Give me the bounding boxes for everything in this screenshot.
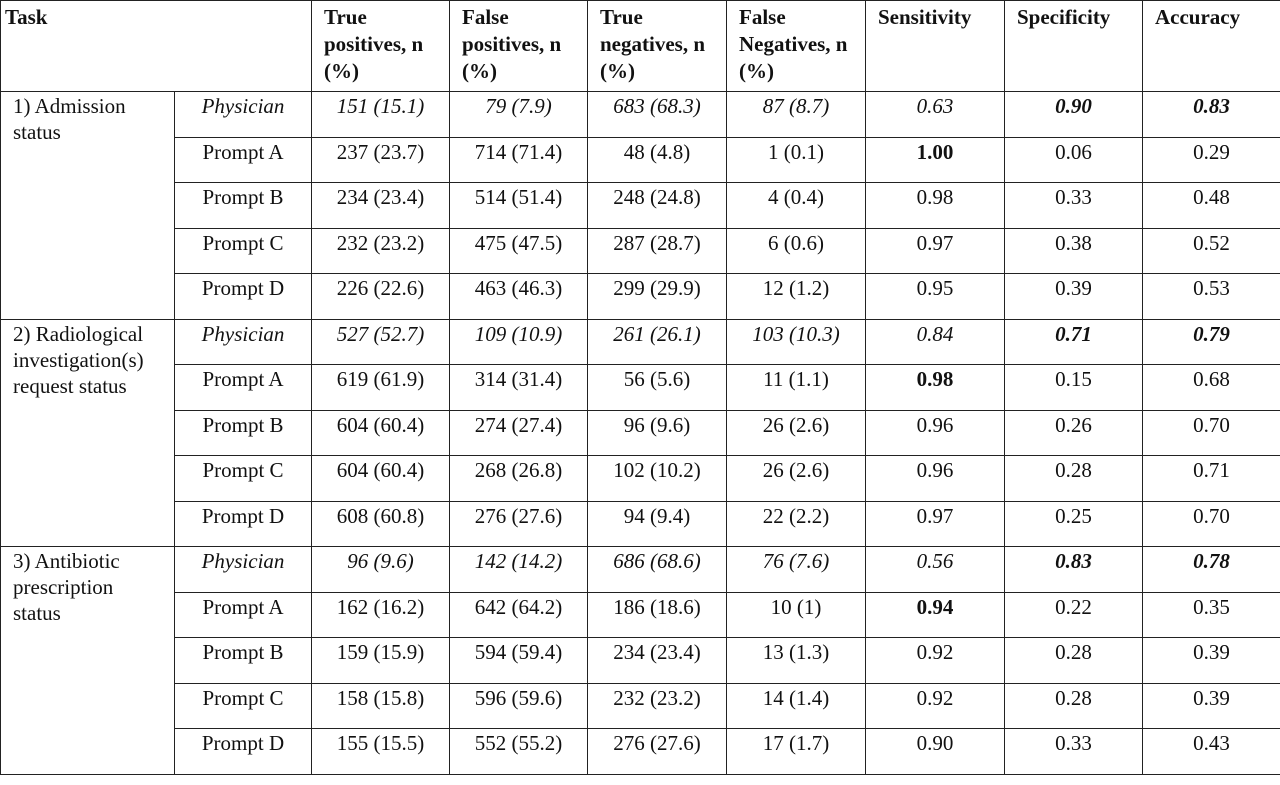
sensitivity-cell: 0.84 bbox=[866, 319, 1005, 365]
specificity-cell: 0.33 bbox=[1005, 729, 1143, 775]
fn-cell: 22 (2.2) bbox=[727, 501, 866, 547]
method-cell: Prompt C bbox=[175, 456, 312, 502]
header-row bbox=[1, 1, 1280, 92]
sensitivity-cell: 0.98 bbox=[866, 365, 1005, 411]
table-row bbox=[1, 456, 1280, 502]
method-cell: Physician bbox=[175, 92, 312, 138]
fn-cell: 103 (10.3) bbox=[727, 319, 866, 365]
sensitivity-cell: 0.95 bbox=[866, 274, 1005, 320]
fn-cell: 6 (0.6) bbox=[727, 228, 866, 274]
table-row bbox=[1, 638, 1280, 684]
fn-cell: 17 (1.7) bbox=[727, 729, 866, 775]
specificity-cell: 0.28 bbox=[1005, 638, 1143, 684]
specificity-cell: 0.15 bbox=[1005, 365, 1143, 411]
sensitivity-cell: 0.63 bbox=[866, 92, 1005, 138]
specificity-cell: 0.39 bbox=[1005, 274, 1143, 320]
accuracy-cell: 0.68 bbox=[1143, 365, 1280, 411]
specificity-cell: 0.28 bbox=[1005, 456, 1143, 502]
header-false-negatives: False Negatives, n (%) bbox=[727, 1, 866, 92]
table-row bbox=[1, 410, 1280, 456]
tp-cell: 608 (60.8) bbox=[312, 501, 450, 547]
tn-cell: 276 (27.6) bbox=[588, 729, 727, 775]
tn-cell: 48 (4.8) bbox=[588, 137, 727, 183]
fp-cell: 514 (51.4) bbox=[450, 183, 588, 229]
fn-cell: 26 (2.6) bbox=[727, 410, 866, 456]
accuracy-cell: 0.70 bbox=[1143, 501, 1280, 547]
accuracy-cell: 0.39 bbox=[1143, 683, 1280, 729]
table-row bbox=[1, 501, 1280, 547]
method-cell: Prompt D bbox=[175, 501, 312, 547]
method-cell: Prompt A bbox=[175, 365, 312, 411]
fp-cell: 109 (10.9) bbox=[450, 319, 588, 365]
accuracy-cell: 0.43 bbox=[1143, 729, 1280, 775]
accuracy-cell: 0.83 bbox=[1143, 92, 1280, 138]
tp-cell: 232 (23.2) bbox=[312, 228, 450, 274]
header-sensitivity: Sensitivity bbox=[866, 1, 1005, 92]
table-row bbox=[1, 547, 1280, 593]
accuracy-cell: 0.39 bbox=[1143, 638, 1280, 684]
specificity-cell: 0.38 bbox=[1005, 228, 1143, 274]
fn-cell: 1 (0.1) bbox=[727, 137, 866, 183]
tp-cell: 604 (60.4) bbox=[312, 410, 450, 456]
specificity-cell: 0.25 bbox=[1005, 501, 1143, 547]
fn-cell: 10 (1) bbox=[727, 592, 866, 638]
method-cell: Prompt C bbox=[175, 683, 312, 729]
table-row bbox=[1, 683, 1280, 729]
fn-cell: 14 (1.4) bbox=[727, 683, 866, 729]
tn-cell: 96 (9.6) bbox=[588, 410, 727, 456]
tp-cell: 619 (61.9) bbox=[312, 365, 450, 411]
fp-cell: 475 (47.5) bbox=[450, 228, 588, 274]
header-false-positives: False positives, n (%) bbox=[450, 1, 588, 92]
accuracy-cell: 0.53 bbox=[1143, 274, 1280, 320]
method-cell: Prompt B bbox=[175, 638, 312, 684]
fp-cell: 142 (14.2) bbox=[450, 547, 588, 593]
sensitivity-cell: 0.94 bbox=[866, 592, 1005, 638]
sensitivity-cell: 0.96 bbox=[866, 410, 1005, 456]
fn-cell: 4 (0.4) bbox=[727, 183, 866, 229]
header-specificity: Specificity bbox=[1005, 1, 1143, 92]
method-cell: Prompt A bbox=[175, 592, 312, 638]
accuracy-cell: 0.52 bbox=[1143, 228, 1280, 274]
specificity-cell: 0.22 bbox=[1005, 592, 1143, 638]
accuracy-cell: 0.70 bbox=[1143, 410, 1280, 456]
table-row bbox=[1, 365, 1280, 411]
accuracy-cell: 0.78 bbox=[1143, 547, 1280, 593]
specificity-cell: 0.71 bbox=[1005, 319, 1143, 365]
fp-cell: 274 (27.4) bbox=[450, 410, 588, 456]
sensitivity-cell: 0.56 bbox=[866, 547, 1005, 593]
fp-cell: 714 (71.4) bbox=[450, 137, 588, 183]
tp-cell: 527 (52.7) bbox=[312, 319, 450, 365]
method-cell: Prompt A bbox=[175, 137, 312, 183]
tn-cell: 234 (23.4) bbox=[588, 638, 727, 684]
specificity-cell: 0.33 bbox=[1005, 183, 1143, 229]
fp-cell: 79 (7.9) bbox=[450, 92, 588, 138]
accuracy-cell: 0.71 bbox=[1143, 456, 1280, 502]
sensitivity-cell: 0.92 bbox=[866, 638, 1005, 684]
method-cell: Physician bbox=[175, 547, 312, 593]
tn-cell: 287 (28.7) bbox=[588, 228, 727, 274]
tn-cell: 248 (24.8) bbox=[588, 183, 727, 229]
method-cell: Prompt B bbox=[175, 183, 312, 229]
accuracy-cell: 0.48 bbox=[1143, 183, 1280, 229]
method-cell: Prompt C bbox=[175, 228, 312, 274]
table-row bbox=[1, 137, 1280, 183]
table-row bbox=[1, 183, 1280, 229]
tn-cell: 56 (5.6) bbox=[588, 365, 727, 411]
tp-cell: 158 (15.8) bbox=[312, 683, 450, 729]
sensitivity-cell: 0.90 bbox=[866, 729, 1005, 775]
tp-cell: 234 (23.4) bbox=[312, 183, 450, 229]
tn-cell: 102 (10.2) bbox=[588, 456, 727, 502]
fp-cell: 642 (64.2) bbox=[450, 592, 588, 638]
tn-cell: 299 (29.9) bbox=[588, 274, 727, 320]
accuracy-cell: 0.79 bbox=[1143, 319, 1280, 365]
fp-cell: 594 (59.4) bbox=[450, 638, 588, 684]
sensitivity-cell: 0.96 bbox=[866, 456, 1005, 502]
tn-cell: 686 (68.6) bbox=[588, 547, 727, 593]
header-task: Task bbox=[1, 1, 312, 92]
task-name: 2) Radiological investigation(s) request status bbox=[1, 319, 175, 547]
sensitivity-cell: 1.00 bbox=[866, 137, 1005, 183]
task-name: 3) Antibiotic prescription status bbox=[1, 547, 175, 775]
fn-cell: 87 (8.7) bbox=[727, 92, 866, 138]
accuracy-cell: 0.35 bbox=[1143, 592, 1280, 638]
tn-cell: 94 (9.4) bbox=[588, 501, 727, 547]
fp-cell: 276 (27.6) bbox=[450, 501, 588, 547]
sensitivity-cell: 0.92 bbox=[866, 683, 1005, 729]
header-accuracy: Accuracy bbox=[1143, 1, 1280, 92]
specificity-cell: 0.28 bbox=[1005, 683, 1143, 729]
specificity-cell: 0.26 bbox=[1005, 410, 1143, 456]
method-cell: Prompt D bbox=[175, 274, 312, 320]
tp-cell: 237 (23.7) bbox=[312, 137, 450, 183]
table-row bbox=[1, 92, 1280, 138]
tp-cell: 162 (16.2) bbox=[312, 592, 450, 638]
specificity-cell: 0.83 bbox=[1005, 547, 1143, 593]
tp-cell: 151 (15.1) bbox=[312, 92, 450, 138]
fp-cell: 596 (59.6) bbox=[450, 683, 588, 729]
table-row bbox=[1, 729, 1280, 775]
tp-cell: 604 (60.4) bbox=[312, 456, 450, 502]
fn-cell: 12 (1.2) bbox=[727, 274, 866, 320]
tn-cell: 232 (23.2) bbox=[588, 683, 727, 729]
method-cell: Physician bbox=[175, 319, 312, 365]
fp-cell: 552 (55.2) bbox=[450, 729, 588, 775]
fn-cell: 13 (1.3) bbox=[727, 638, 866, 684]
specificity-cell: 0.06 bbox=[1005, 137, 1143, 183]
table-row bbox=[1, 319, 1280, 365]
tn-cell: 186 (18.6) bbox=[588, 592, 727, 638]
tp-cell: 159 (15.9) bbox=[312, 638, 450, 684]
fp-cell: 314 (31.4) bbox=[450, 365, 588, 411]
method-cell: Prompt D bbox=[175, 729, 312, 775]
task-name: 1) Admission status bbox=[1, 92, 175, 320]
tn-cell: 261 (26.1) bbox=[588, 319, 727, 365]
table-row bbox=[1, 274, 1280, 320]
header-true-negatives: True negatives, n (%) bbox=[588, 1, 727, 92]
tp-cell: 226 (22.6) bbox=[312, 274, 450, 320]
accuracy-cell: 0.29 bbox=[1143, 137, 1280, 183]
method-cell: Prompt B bbox=[175, 410, 312, 456]
sensitivity-cell: 0.97 bbox=[866, 228, 1005, 274]
fn-cell: 76 (7.6) bbox=[727, 547, 866, 593]
tp-cell: 96 (9.6) bbox=[312, 547, 450, 593]
sensitivity-cell: 0.97 bbox=[866, 501, 1005, 547]
fn-cell: 11 (1.1) bbox=[727, 365, 866, 411]
tn-cell: 683 (68.3) bbox=[588, 92, 727, 138]
tp-cell: 155 (15.5) bbox=[312, 729, 450, 775]
table-row bbox=[1, 592, 1280, 638]
header-true-positives: True positives, n (%) bbox=[312, 1, 450, 92]
sensitivity-cell: 0.98 bbox=[866, 183, 1005, 229]
fp-cell: 463 (46.3) bbox=[450, 274, 588, 320]
fp-cell: 268 (26.8) bbox=[450, 456, 588, 502]
table-row bbox=[1, 228, 1280, 274]
specificity-cell: 0.90 bbox=[1005, 92, 1143, 138]
fn-cell: 26 (2.6) bbox=[727, 456, 866, 502]
